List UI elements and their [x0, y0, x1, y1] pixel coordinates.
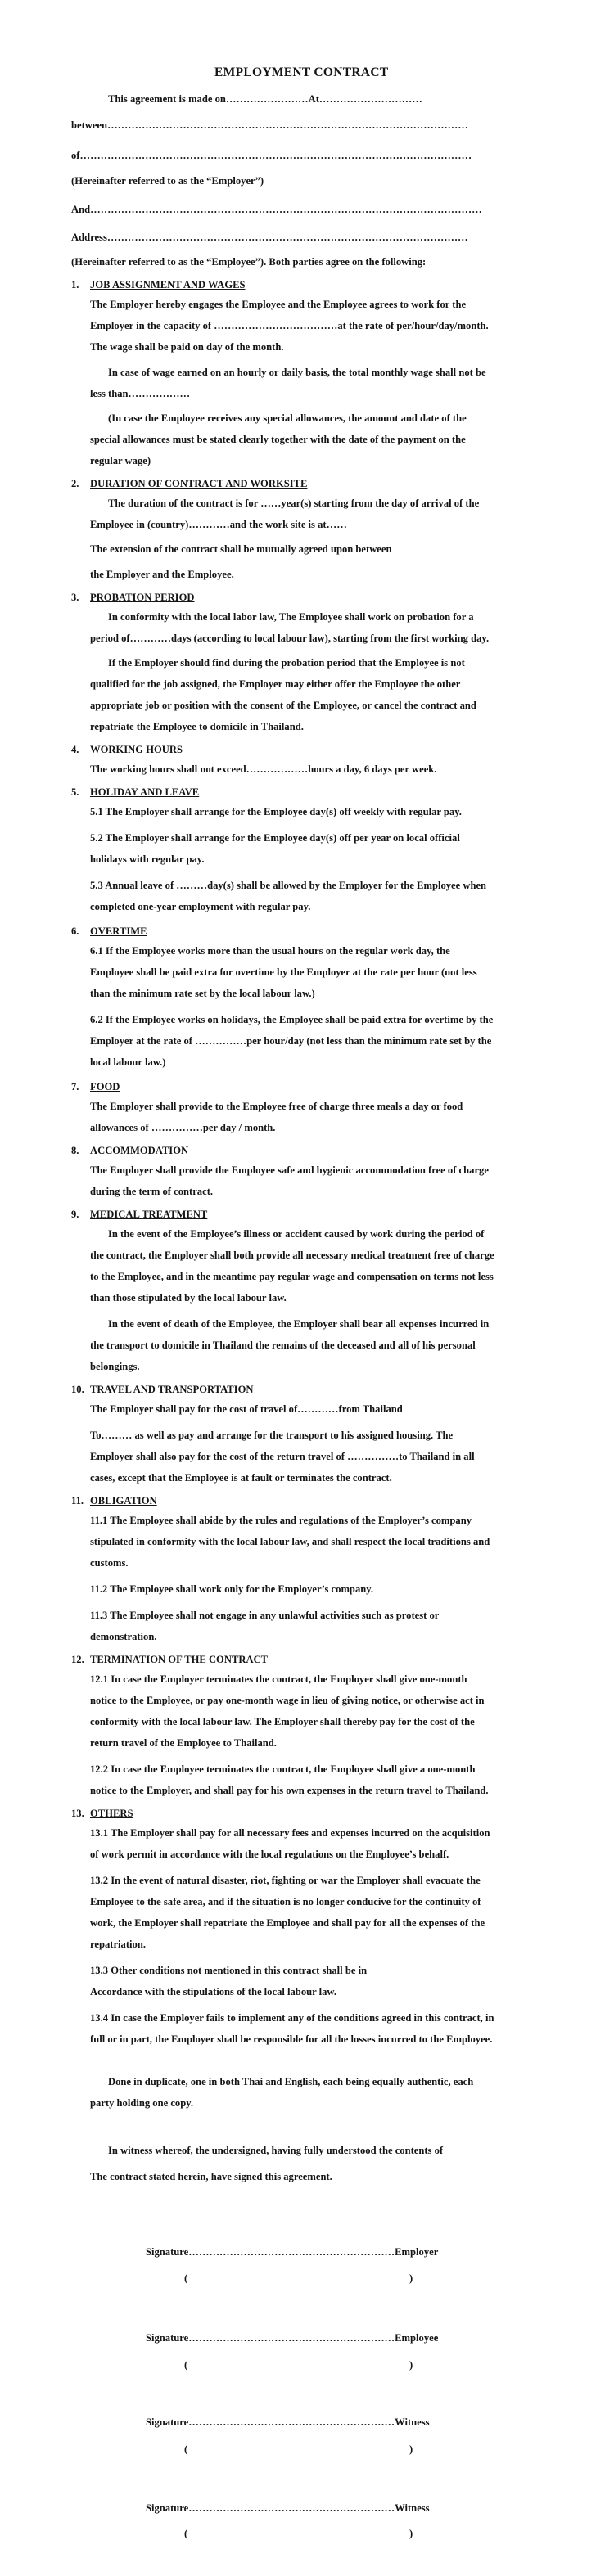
signature-paren-close: ) — [409, 2443, 413, 2455]
section-number: 5. — [71, 786, 79, 798]
section-line: 11.2 The Employee shall work only for the Employer’s company. — [90, 1583, 373, 1595]
section-number: 11. — [71, 1495, 84, 1506]
section-line: The Employer shall pay for the cost of travel of…………from Thailand — [90, 1403, 403, 1415]
section-line: (In case the Employee receives any special allowances, the amount and date of the — [108, 412, 467, 424]
section-line: less than……………… — [90, 388, 191, 399]
section-line: The wage shall be paid on day of the month. — [90, 341, 284, 353]
section-line: 13.4 In case the Employer fails to implement any of the conditions agreed in this contract, in — [90, 2012, 494, 2024]
closing-line: party holding one copy. — [90, 2097, 193, 2109]
signature-line-witness: Signature……………………………………………………Witness — [146, 2502, 430, 2514]
section-line: demonstration. — [90, 1631, 157, 1642]
section-line: belongings. — [90, 1361, 140, 1372]
section-line: Employee shall be paid extra for overtime by the Employer at the rate per hour (not less — [90, 966, 477, 978]
section-line: If the Employer should find during the probation period that the Employee is not — [108, 657, 465, 669]
signature-paren-open: ( — [184, 2359, 188, 2371]
section-line: to the Employee, and in the meantime pay regular wage and compensation on terms not less — [90, 1271, 494, 1282]
preamble-line: (Hereinafter referred to as the “Employee”). Both parties agree on the following: — [71, 256, 427, 268]
section-line: 12.2 In case the Employee terminates the contract, the Employee shall give a one-month — [90, 1763, 476, 1775]
closing-line: Done in duplicate, one in both Thai and English, each being equally authentic, each — [108, 2076, 474, 2087]
preamble-line: This agreement is made on……………………At………………………… — [108, 93, 422, 105]
section-line: period of…………days (according to local labour law), starting from the first working day. — [90, 633, 490, 644]
section-line: work, the Employer shall repatriate the Employee and shall pay for all the expenses of the — [90, 1917, 485, 1929]
section-number: 1. — [71, 279, 79, 290]
section-line: In case of wage earned on an hourly or daily basis, the total monthly wage shall not be — [108, 367, 486, 378]
section-line: 5.1 The Employer shall arrange for the Employee day(s) off weekly with regular pay. — [90, 806, 462, 817]
section-line: local labour law.) — [90, 1056, 166, 1068]
section-line: 11.3 The Employee shall not engage in any unlawful activities such as protest or — [90, 1610, 440, 1621]
section-line: 13.1 The Employer shall pay for all necessary fees and expenses incurred on the acquisition — [90, 1827, 490, 1839]
section-number: 13. — [71, 1808, 84, 1819]
section-line: 6.2 If the Employee works on holidays, the Employee shall be paid extra for overtime by the — [90, 1014, 494, 1025]
section-line: The Employer hereby engages the Employee and the Employee agrees to work for the — [90, 299, 467, 310]
section-heading: WORKING HOURS — [90, 744, 183, 755]
signature-line-employer: Signature……………………………………………………Employer — [146, 2246, 439, 2258]
section-line: stipulated in conformity with the local labour law, and shall respect the local traditions and — [90, 1536, 490, 1547]
section-number: 2. — [71, 478, 79, 489]
section-heading: JOB ASSIGNMENT AND WAGES — [90, 279, 246, 290]
section-line: special allowances must be stated clearly together with the date of the payment on the — [90, 434, 466, 445]
section-line: To……… as well as pay and arrange for the transport to his assigned housing. The — [90, 1430, 454, 1441]
signature-paren-open: ( — [184, 2528, 188, 2539]
preamble-line: (Hereinafter referred to as the “Employer”) — [71, 175, 264, 187]
section-line: the transport to domicile in Thailand the remains of the deceased and all of his personal — [90, 1340, 476, 1351]
document-title: EMPLOYMENT CONTRACT — [214, 65, 389, 79]
section-line: qualified for the job assigned, the Employer may either offer the Employee the other — [90, 678, 461, 690]
section-line: during the term of contract. — [90, 1186, 214, 1197]
section-line: notice to the Employer, and shall pay for his own expenses in the return travel to Thailand. — [90, 1785, 489, 1796]
signature-line-employee: Signature……………………………………………………Employee — [146, 2332, 439, 2344]
preamble-line: Address…………………………………………………………………………………………… — [71, 232, 468, 243]
section-line: 11.1 The Employee shall abide by the rules and regulations of the Employer’s company — [90, 1515, 472, 1526]
preamble-line: between…………………………………………………………………………………………… — [71, 119, 468, 131]
section-line: Employer in the capacity of ………………………………at the rate of per/hour/day/month. — [90, 320, 489, 331]
section-heading: TERMINATION OF THE CONTRACT — [90, 1654, 269, 1665]
section-line: Employee to the safe area, and if the situation is no longer conducive for the continuity of — [90, 1896, 481, 1907]
signature-paren-close: ) — [409, 2359, 413, 2371]
section-heading: FOOD — [90, 1081, 120, 1092]
section-number: 3. — [71, 592, 79, 603]
section-line: The Employer shall provide the Employee safe and hygienic accommodation free of charge — [90, 1164, 489, 1176]
section-line: 5.3 Annual leave of ………day(s) shall be allowed by the Employer for the Employee when — [90, 880, 487, 891]
section-line: The working hours shall not exceed………………hours a day, 6 days per week. — [90, 763, 437, 775]
signature-paren-open: ( — [184, 2443, 188, 2455]
section-line: conformity with the local labour law. The Employer shall thereby pay for the cost of the — [90, 1716, 475, 1727]
closing-line: The contract stated herein, have signed this agreement. — [90, 2171, 332, 2182]
preamble-line: And…………………………………………………………………………………………………… — [71, 204, 482, 215]
section-line: repatriation. — [90, 1939, 146, 1950]
section-number: 9. — [71, 1209, 79, 1220]
section-line: notice to the Employee, or pay one-month wage in lieu of giving notice, or otherwise act in — [90, 1695, 485, 1706]
section-number: 10. — [71, 1384, 84, 1395]
section-heading: OVERTIME — [90, 925, 147, 937]
section-line: cases, except that the Employee is at fault or terminates the contract. — [90, 1472, 392, 1484]
section-line: 12.1 In case the Employer terminates the contract, the Employer shall give one-month — [90, 1673, 467, 1685]
section-line: than the minimum rate set by the local labour law.) — [90, 988, 315, 999]
section-heading: OBLIGATION — [90, 1495, 157, 1506]
section-line: The extension of the contract shall be mutually agreed upon between — [90, 543, 392, 555]
section-line: the contract, the Employer shall both provide all necessary medical treatment free of charge — [90, 1250, 494, 1261]
section-line: 13.3 Other conditions not mentioned in this contract shall be in — [90, 1965, 368, 1976]
section-line: of work permit in accordance with the local regulations on the Employee’s behalf. — [90, 1849, 449, 1860]
section-heading: TRAVEL AND TRANSPORTATION — [90, 1384, 254, 1395]
section-heading: DURATION OF CONTRACT AND WORKSITE — [90, 478, 308, 489]
section-line: allowances of ……………per day / month. — [90, 1122, 276, 1133]
section-heading: ACCOMMODATION — [90, 1145, 189, 1156]
section-line: repatriate the Employee to domicile in Thailand. — [90, 721, 304, 732]
section-line: full or in part, the Employer shall be responsible for all the losses incurred to the Employee. — [90, 2033, 493, 2045]
preamble-line: of…………………………………………………………………………………………………… — [71, 150, 472, 161]
section-line: regular wage) — [90, 455, 151, 466]
signature-paren-close: ) — [409, 2528, 413, 2539]
section-line: Employee in (country)…………and the work site is at…… — [90, 519, 347, 530]
signature-paren-close: ) — [409, 2272, 413, 2284]
section-line: holidays with regular pay. — [90, 853, 205, 865]
section-number: 7. — [71, 1081, 79, 1092]
signature-line-witness: Signature……………………………………………………Witness — [146, 2416, 430, 2428]
section-line: In conformity with the local labor law, The Employee shall work on probation for a — [108, 611, 474, 623]
section-heading: MEDICAL TREATMENT — [90, 1209, 208, 1220]
section-number: 8. — [71, 1145, 79, 1156]
section-line: In the event of death of the Employee, the Employer shall bear all expenses incurred in — [108, 1318, 490, 1330]
section-heading: PROBATION PERIOD — [90, 592, 195, 603]
section-line: appropriate job or position with the consent of the Employee, or cancel the contract and — [90, 700, 476, 711]
section-number: 4. — [71, 744, 79, 755]
section-number: 6. — [71, 925, 79, 937]
section-heading: OTHERS — [90, 1808, 133, 1819]
section-line: completed one-year employment with regular pay. — [90, 901, 311, 912]
section-line: return travel of the Employee to Thailand. — [90, 1737, 277, 1749]
section-line: 5.2 The Employer shall arrange for the Employee day(s) off per year on local official — [90, 832, 460, 844]
signature-paren-open: ( — [184, 2272, 188, 2284]
section-line: The Employer shall provide to the Employee free of charge three meals a day or food — [90, 1101, 463, 1112]
section-line: than those stipulated by the local labour law. — [90, 1292, 287, 1304]
section-number: 12. — [71, 1654, 84, 1665]
section-line: Employer at the rate of ……………per hour/day (not less than the minimum rate set by the — [90, 1035, 492, 1047]
closing-line: In witness whereof, the undersigned, having fully understood the contents of — [108, 2145, 444, 2156]
section-line: 13.2 In the event of natural disaster, riot, fighting or war the Employer shall evacuate the — [90, 1875, 481, 1886]
section-line: In the event of the Employee’s illness or accident caused by work during the period of — [108, 1228, 485, 1240]
section-line: Employer shall also pay for the cost of the return travel of ……………to Thailand in all — [90, 1451, 475, 1462]
section-line: the Employer and the Employee. — [90, 569, 234, 580]
section-line: 6.1 If the Employee works more than the usual hours on the regular work day, the — [90, 945, 450, 957]
section-heading: HOLIDAY AND LEAVE — [90, 786, 200, 798]
section-line: Accordance with the stipulations of the local labour law. — [90, 1986, 336, 1997]
section-line: customs. — [90, 1557, 129, 1569]
section-line: The duration of the contract is for ……year(s) starting from the day of arrival of the — [108, 498, 480, 509]
